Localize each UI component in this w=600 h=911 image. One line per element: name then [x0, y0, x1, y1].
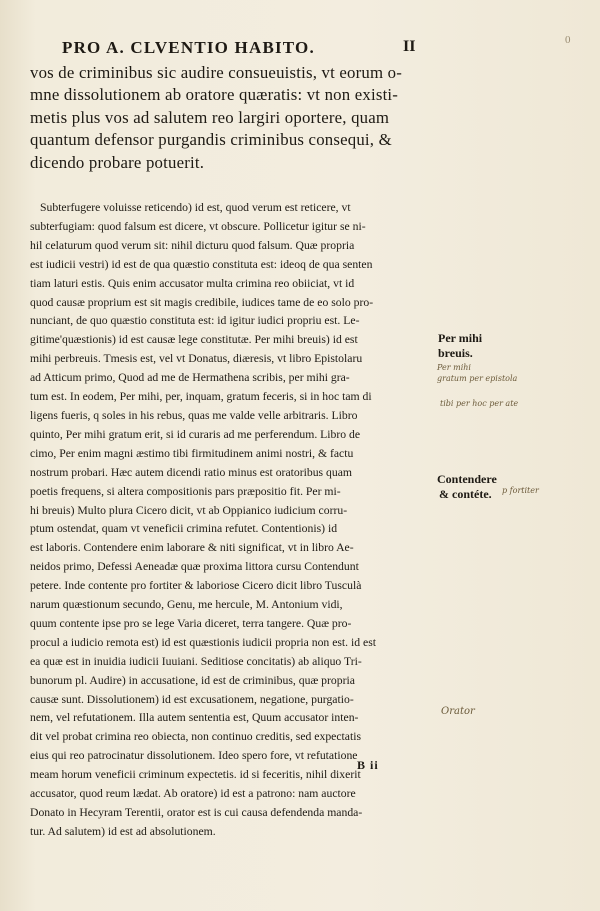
commentary-line: bunorum pl. Audire) in accusatione, id est de criminibus, quæ propria [30, 673, 355, 687]
margin-note-line: breuis. [438, 346, 473, 360]
handwritten-line: gratum per epistola [437, 374, 518, 383]
lemma-line: metis plus vos ad salutem reo largiri oportere, quam [30, 107, 390, 127]
running-title: PRO A. CLVENTIO HABITO. [62, 38, 315, 57]
commentary-line: nem, vel refutationem. Illa autem sententia est, Quum accusator inten- [30, 711, 359, 725]
lemma-line: mne dissolutionem ab oratore quæratis: vt non existi- [30, 85, 399, 105]
commentary-line: accusator, quod reum lædat. Ab oratore) id est a patrono: nam auctore [30, 787, 356, 801]
commentary-line: quod causæ proprium est sit magis credibile, iudices tame de eo solo pro- [30, 295, 374, 309]
commentary-line: eius qui reo patrocinatur dissolutionem. Ideo spero fore, vt refutatione [30, 749, 358, 763]
commentary-line: mihi perbreuis. Tmesis est, vel vt Donatus, diæresis, vt libro Epistolaru [30, 352, 363, 366]
commentary-line: nostrum probari. Hæc autem dicendi ratio minus est oratoribus quam [30, 465, 352, 479]
commentary-line: narum quæstionum secundo, Genu, me hercule, M. Antonium vidi, [30, 598, 343, 612]
commentary-line: neidos primo, Defessi Aeneadæ quæ proxima littora cursu Contendunt [30, 560, 359, 574]
handwritten-line: Per mihi [437, 363, 471, 372]
commentary-line: dit vel probat crimina reo obiecta, non continuo creditis, sed expectatis [30, 730, 362, 744]
commentary-line: gitime'quæstionis) id est causæ lege constitutæ. Per mihi breuis) id est [30, 333, 358, 347]
commentary-block [30, 199, 434, 842]
margin-note-line: Contendere [437, 472, 497, 486]
commentary-line: tum est. In eodem, Per mihi, per, inquam, gratum feceris, si in hoc tam di [30, 390, 372, 404]
commentary-line: poetis frequens, si altera compositionis pars præpositio fit. Per mi- [30, 484, 341, 498]
handwritten-note-1 [437, 362, 517, 384]
margin-note-line: Per mihi [438, 331, 483, 345]
commentary-line: hil celaturum quod verum sit: nihil dicturu quod falsum. Quæ propria [30, 238, 355, 252]
pencil-mark: 0 [565, 34, 571, 46]
commentary-line: subterfugiam: quod falsum est dicere, vt obscure. Pollicetur igitur se ni- [30, 219, 366, 233]
commentary-line: est iudicii vestri) id est de qua quæstio constituta est: ideoq de qua senten [30, 257, 373, 271]
commentary-line: ad Atticum primo, Quod ad me de Hermathena scribis, per mihi gra- [30, 371, 350, 385]
handwritten-note-4: Orator [441, 706, 475, 717]
commentary-line: Donato in Hecyram Terentii, orator est is cui causa defendenda manda- [30, 806, 363, 819]
signature-mark: B ii [357, 758, 379, 772]
lemma-text-block [30, 62, 430, 174]
commentary-line: ptum ostendat, quam vt veneficii crimina refutet. Contentionis) id [30, 522, 338, 536]
commentary-line: quum contente ipse pro se lege Varia diceret, terra tangere. Quæ pro- [30, 616, 352, 630]
folio-number: II [403, 38, 416, 55]
handwritten-note-2: tibi per hoc per ate [440, 399, 519, 408]
handwritten-note-3: p fortiter [502, 486, 539, 495]
margin-note-per-mihi [438, 331, 482, 361]
lemma-line: vos de criminibus sic audire consueuistis, vt eorum o- [30, 63, 402, 82]
commentary-line: tur. Ad salutem) id est ad absolutionem. [30, 824, 216, 838]
commentary-line: procul a iudicio remota est) id est quæstionis iudicii propria non est. id est [30, 635, 377, 649]
commentary-line: ligens fueris, q soles in his rebus, quas me valde velle arbitraris. Libro [30, 408, 358, 422]
lemma-line: quantum defensor purgandis criminibus consequi, & [30, 130, 392, 150]
commentary-line: tiam laturi estis. Quis enim accusator multa crimina reo obiiciat, vt id [30, 276, 355, 290]
commentary-line: cimo, Per enim magni æstimo tibi firmitudinem animi nostri, & factu [30, 446, 354, 460]
commentary-line: Subterfugere voluisse reticendo) id est, quod verum est reticere, vt [40, 201, 351, 214]
commentary-line: hi breuis) Multo plura Cicero dicit, vt ab Oppianico iudicium corru- [30, 503, 348, 517]
margin-note-contendere [437, 472, 497, 502]
commentary-line: meam horum veneficii criminum expectetis. id si feceritis, nihil dixerit [30, 768, 361, 782]
page-header [0, 34, 600, 60]
commentary-line: quinto, Per mihi gratum erit, si id curaris ad me perferendum. Libro de [30, 427, 361, 441]
lemma-line: dicendo probare potuerit. [30, 152, 205, 172]
commentary-line: ea quæ est in inuidia iudicii Iuuiani. Seditiose concitatis) ab aliquo Tri- [30, 654, 362, 668]
commentary-line: nunciant, de quo quæstio constituta est: id igitur iudici propriu est. Le- [30, 314, 360, 328]
commentary-line: causæ sunt. Dissolutionem) id est excusationem, negatione, purgatio- [30, 692, 354, 706]
margin-note-line: & contéte. [439, 487, 492, 501]
commentary-line: petere. Inde contente pro fortiter & laboriose Cicero dicit libro Tusculà [30, 579, 362, 593]
commentary-line: est laboris. Contendere enim laborare & niti significat, vt in libro Ae- [30, 541, 354, 555]
